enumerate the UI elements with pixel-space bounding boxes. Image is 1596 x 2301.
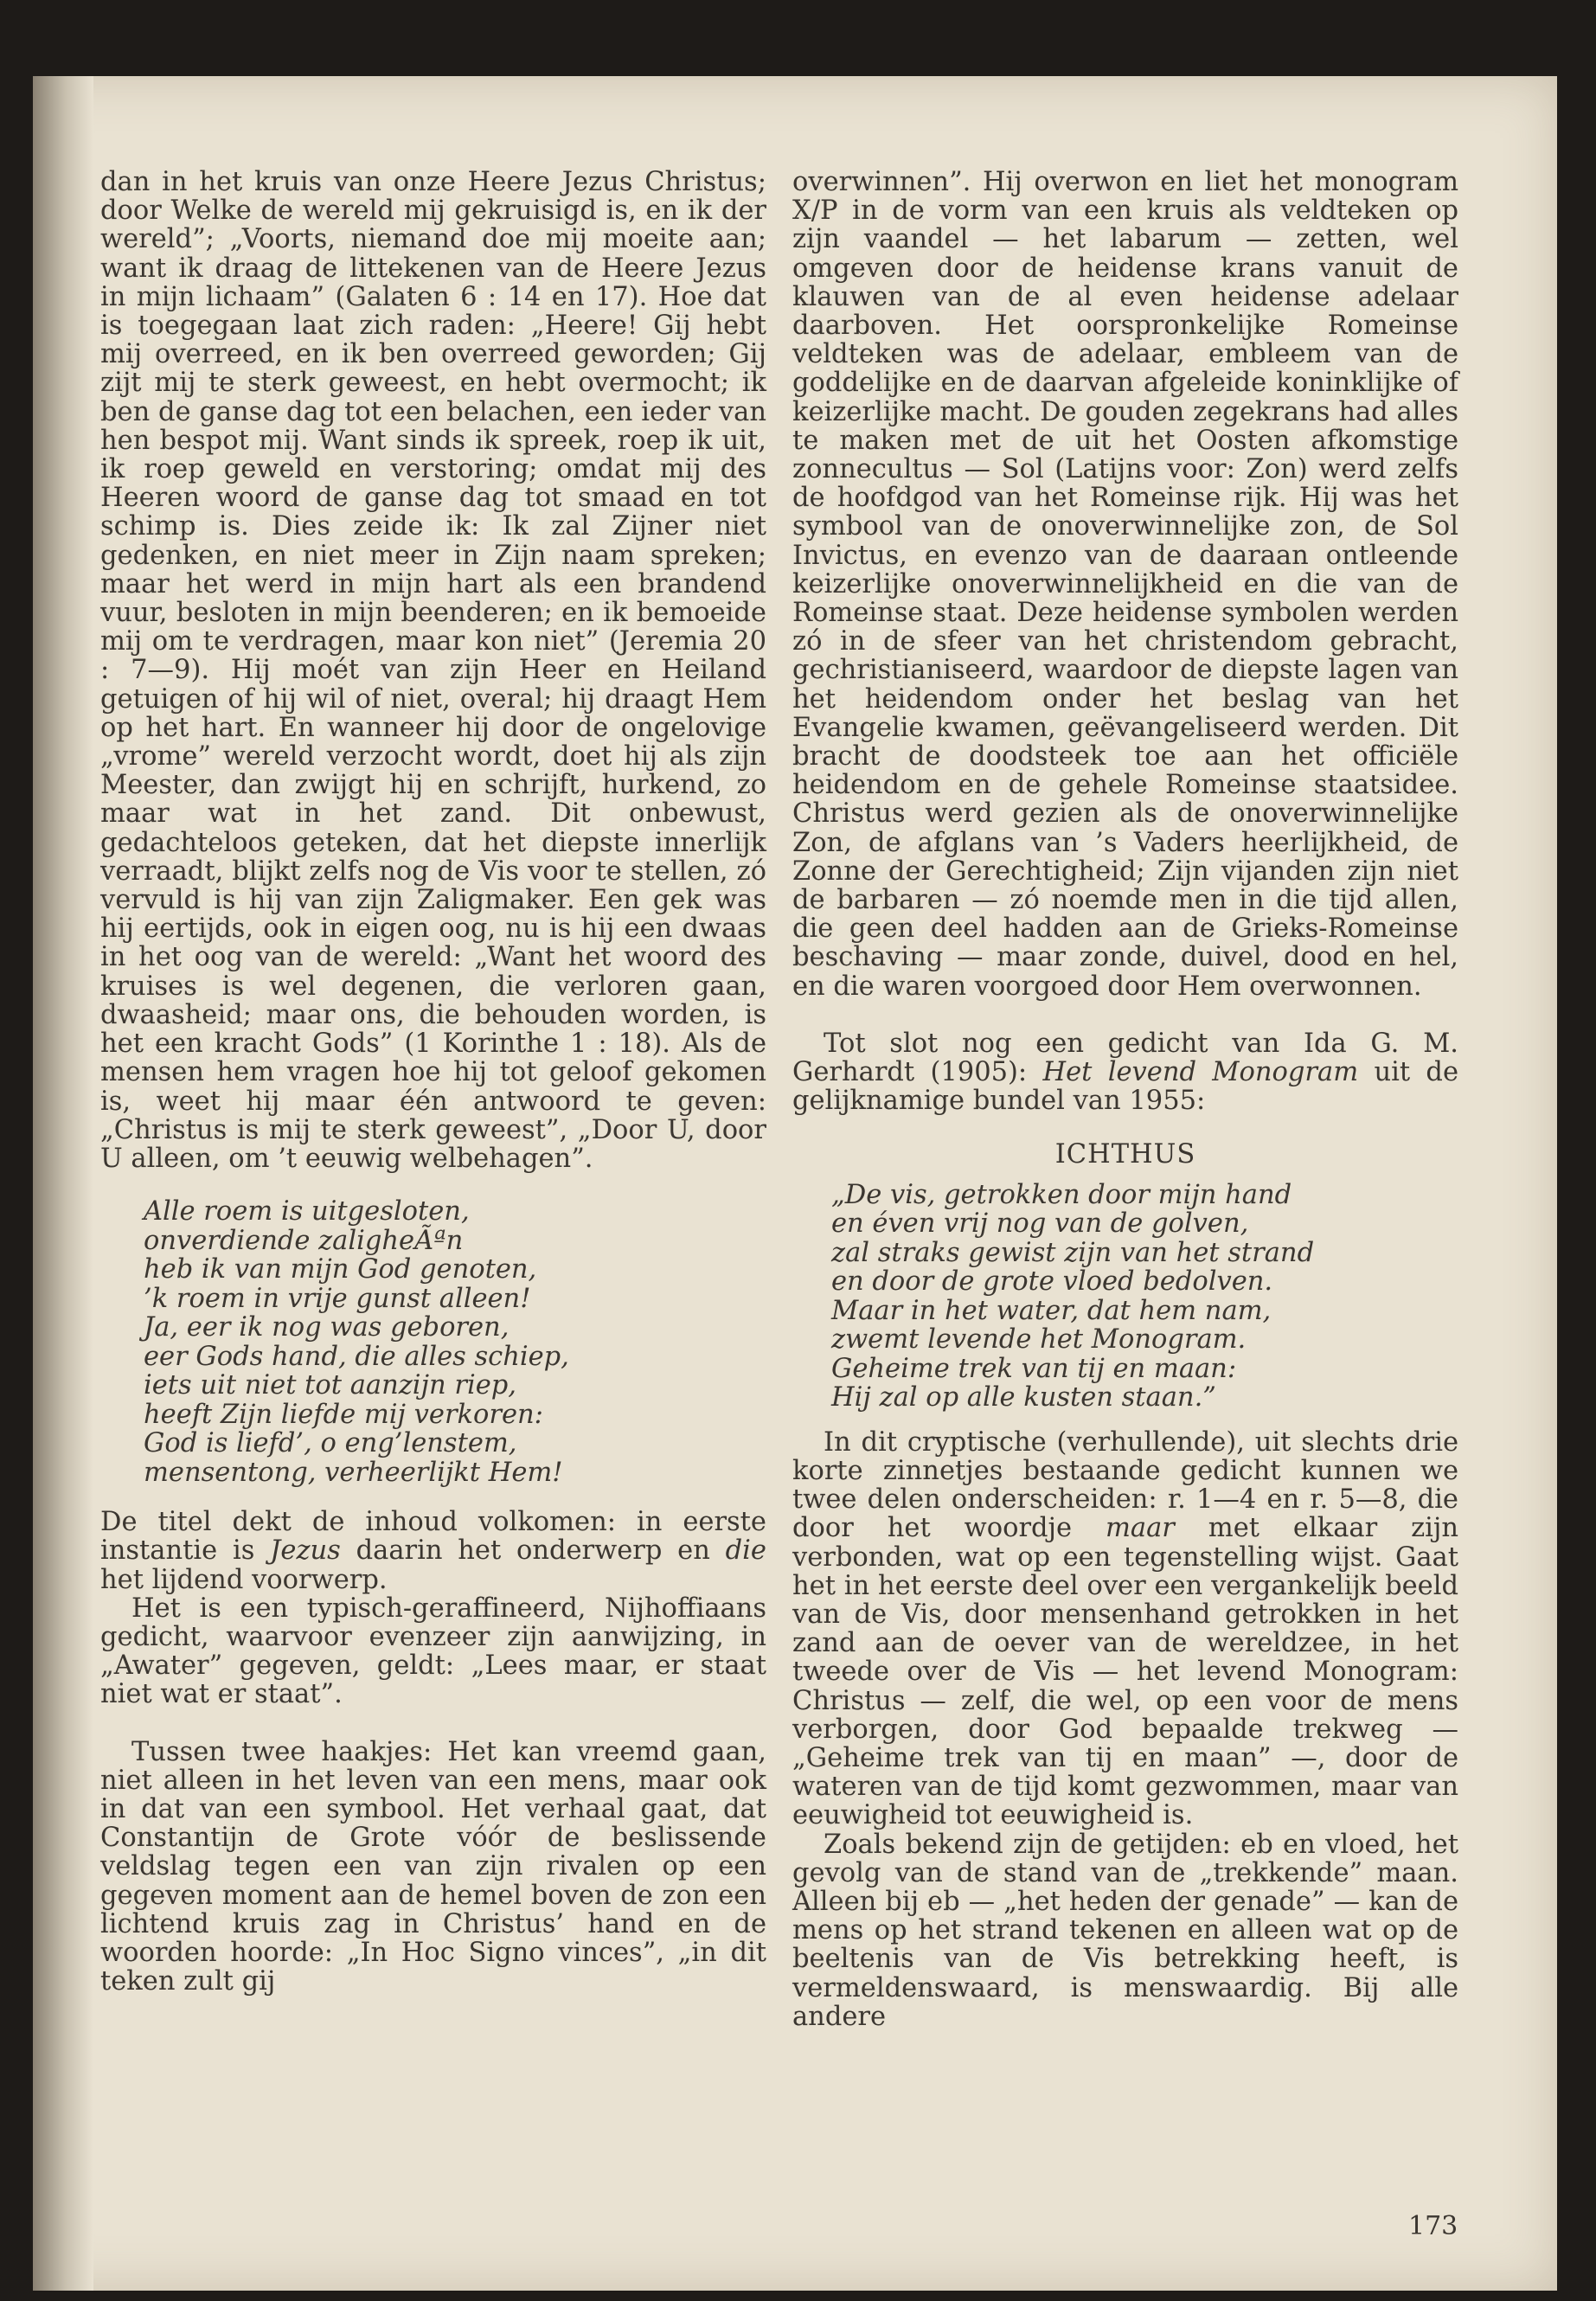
poem-line: heb ik van mijn God genoten, [144,1254,537,1285]
poem-line: zal straks gewist zijn van het strand [831,1237,1315,1268]
italic-run: Jezus [270,1535,341,1567]
text-run: daarin het onderwerp en [340,1535,726,1567]
right-paragraph-1: overwinnen”. Hij overwon en liet het monogram X/P in de vorm van een kruis als veldteken op zijn vaandel — het labarum — zetten, wel omgeven door de heidense krans vanuit de klauwen van de al even heidense adelaar daarboven. Het oorspronkelijke Romeinse veldteken was de adelaar, embleem van de goddelijke en de daarvan afgeleide koninklijke of keizerlijke macht. De gouden zegekrans had alles te maken met de uit het Oosten afkomstige zonnecultus — Sol (Latijns voor: Zon) werd zelfs de hoofdgod van het Romeinse rijk. Hij was het symbool van de onoverwinnelijke zon, de Sol Invictus, en evenzo van de daaraan ontleende keizerlijke onoverwinnelijkheid en die van de Romeinse staat. Deze heidense symbolen werden zó in de sfeer van het christendom gebracht, gechristianiseerd, waardoor de diepste lagen van het heidendom onder het beslag van het Evangelie kwamen, geëvangeliseerd werden. Dit bracht de doodsteek toe aan het officiële heidendom en de gehele Romeinse staatsidee. Christus werd gezien als de onoverwinnelijke Zon, de afglans van ’s Vaders heerlijkheid, de Zonne der Gerechtigheid; Zijn vijanden zijn niet de barbaren — zó noemde men in die tijd allen, die geen deel hadden aan de Grieks-Romeinse beschaving — maar zonde, duivel, dood en hel, en die waren voorgoed door Hem overwonnen. [792,167,1458,1002]
poem-line: ’k roem in vrije gunst alleen! [144,1283,531,1314]
poem-line: Alle roem is uitgesloten, [144,1196,470,1227]
poem-line: en door de grote vloed bedolven. [831,1266,1273,1298]
poem-title: ICHTHUS [1054,1138,1196,1170]
page-spine-shadow [33,76,93,2291]
poem-line: Maar in het water, dat hem nam, [831,1295,1272,1326]
poem-line: Hij zal op alle kusten staan.” [831,1382,1216,1413]
left-column [100,168,766,1996]
poem-line: iets uit niet tot aanzijn riep, [144,1370,516,1401]
poem-line: onverdiende zaligheÃªn [144,1225,464,1256]
left-paragraph-1: dan in het kruis van onze Heere Jezus Christus; door Welke de wereld mij gekruisigd is, en ik der wereld”; „Voorts, niemand doe mij moeite aan; want ik draag de littekenen van de Heere Jezus in mijn lichaam” (Galaten 6 : 14 en 17). Hoe dat is toegegaan laat zich raden: „Heere! Gij hebt mij overreed, en ik ben overreed geworden; Gij zijt mij te sterk geweest, en hebt overmocht; ik ben de ganse dag tot een belachen, een ieder van hen bespot mij. Want sinds ik spreek, roep ik uit, ik roep geweld en verstoring; omdat mij des Heeren woord de ganse dag tot smaad en tot schimp is. Dies zeide ik: Ik zal Zijner niet gedenken, en niet meer in Zijn naam spreken; maar het werd in mijn hart als een brandend vuur, besloten in mijn beenderen; en ik bemoeide mij om te verdragen, maar kon niet” (Jeremia 20 : 7—9). Hij moét van zijn Heer en Heiland getuigen of hij wil of niet, overal; hij draagt Hem op het hart. En wanneer hij door de ongelovige „vrome” wereld verzocht wordt, doet hij als zijn Meester, dan zwijgt hij en schrijft, hurkend, zo maar wat in het zand. Dit onbewust, gedachteloos geteken, dat het diepste innerlijk verraadt, blijkt zelfs nog de Vis voor te stellen, zó vervuld is hij van zijn Zaligmaker. Een gek was hij eertijds, ook in eigen oog, nu is hij een dwaas in het oog van de wereld: „Want het woord des kruises is wel degenen, die verloren gaan, dwaasheid; maar ons, die behouden worden, is het een kracht Gods” (1 Korinthe 1 : 18). Als de mensen hem vragen hoe hij tot geloof gekomen is, weet hij maar één antwoord te geven: „Christus is mij te sterk geweest”, „Door U, door U alleen, om ’t eeuwig welbehagen”. [100,167,766,1174]
italic-run: maar [1105,1513,1175,1544]
left-paragraph-3: Het is een typisch-geraffineerd, Nijhoffiaans gedicht, waarvoor evenzeer zijn aanwijzing, in „Awater” gegeven, geldt: „Lees maar, er staat niet wat er staat”. [100,1593,766,1710]
poem-line: God is liefd’, o eng’lenstem, [144,1428,517,1459]
right-paragraph-3 [792,1428,1458,1830]
poem-line: eer Gods hand, die alles schiep, [144,1341,569,1372]
right-column [792,168,1458,2031]
poem-line: „De vis, getrokken door mijn hand [831,1179,1292,1210]
italic-run: Het levend Monogram [1042,1057,1359,1088]
left-paragraph-2 [100,1508,766,1594]
text-run: uit de gelijknamige bundel van 1955: [792,1057,1458,1117]
poem-line: heeft Zijn liefde mij verkoren: [144,1399,543,1430]
right-paragraph-4: Zoals bekend zijn de getijden: eb en vloed, het gevolg van de stand van de „trekkende” maan. Alleen bij eb — „het heden der genade” — kan de mens op het strand tekenen en alleen wat op de beeltenis van de Vis betrekking heeft, is vermeldenswaard, is menswaardig. Bij alle andere [792,1829,1458,2032]
text-run: Tot slot nog een gedicht van Ida G. M. Gerhardt (1905): [792,1028,1458,1088]
page-number: 173 [1408,2211,1458,2241]
book-page [33,76,1557,2291]
italic-run: die [725,1535,766,1567]
left-paragraph-4: Tussen twee haakjes: Het kan vreemd gaan, niet alleen in het leven van een mens, maar ook in dat van een symbool. Het verhaal gaat, dat Constantijn de Grote vóór de beslissende veldslag tegen een van zijn rivalen op een gegeven moment aan de hemel boven de zon een lichtend kruis zag in Christus’ hand en de woorden hoorde: „In Hoc Signo vinces”, „in dit teken zult gij [100,1736,766,1997]
poem-line: zwemt levende het Monogram. [831,1324,1247,1356]
poem-line: mensentong, verheerlijkt Hem! [144,1457,563,1488]
text-run: In dit cryptische (verhullende), uit slechts drie korte zinnetjes bestaande gedicht kunnen we twee delen onderscheiden: r. 1—4 en r. 5—8, die door het woordje [792,1426,1458,1544]
text-run: met elkaar zijn verbonden, wat op een tegenstelling wijst. Gaat het in het eerste deel over een vergankelijk beeld van de Vis, door mensenhand getrokken in het zand aan de oever van de wereldzee, in het tweede over de Vis — het levend Monogram: Christus — zelf, die wel, op een voor de mens verborgen, door God bepaalde trekweg — „Geheime trek van tij en maan” —, door de wateren van de tijd komt gezwommen, maar van eeuwigheid tot eeuwigheid is. [792,1513,1458,1831]
text-run: De titel dekt de inhoud volkomen: in eerste instantie is [100,1507,766,1567]
poem-line: Ja, eer ik nog was geboren, [144,1312,510,1343]
right-poem [792,1181,1458,1413]
left-poem [100,1197,766,1487]
poem-line: Geheime trek van tij en maan: [831,1353,1237,1384]
text-run: het lijdend voorwerp. [100,1564,388,1595]
poem-line: en éven vrij nog van de golven, [831,1208,1249,1240]
right-paragraph-2 [792,1029,1458,1116]
